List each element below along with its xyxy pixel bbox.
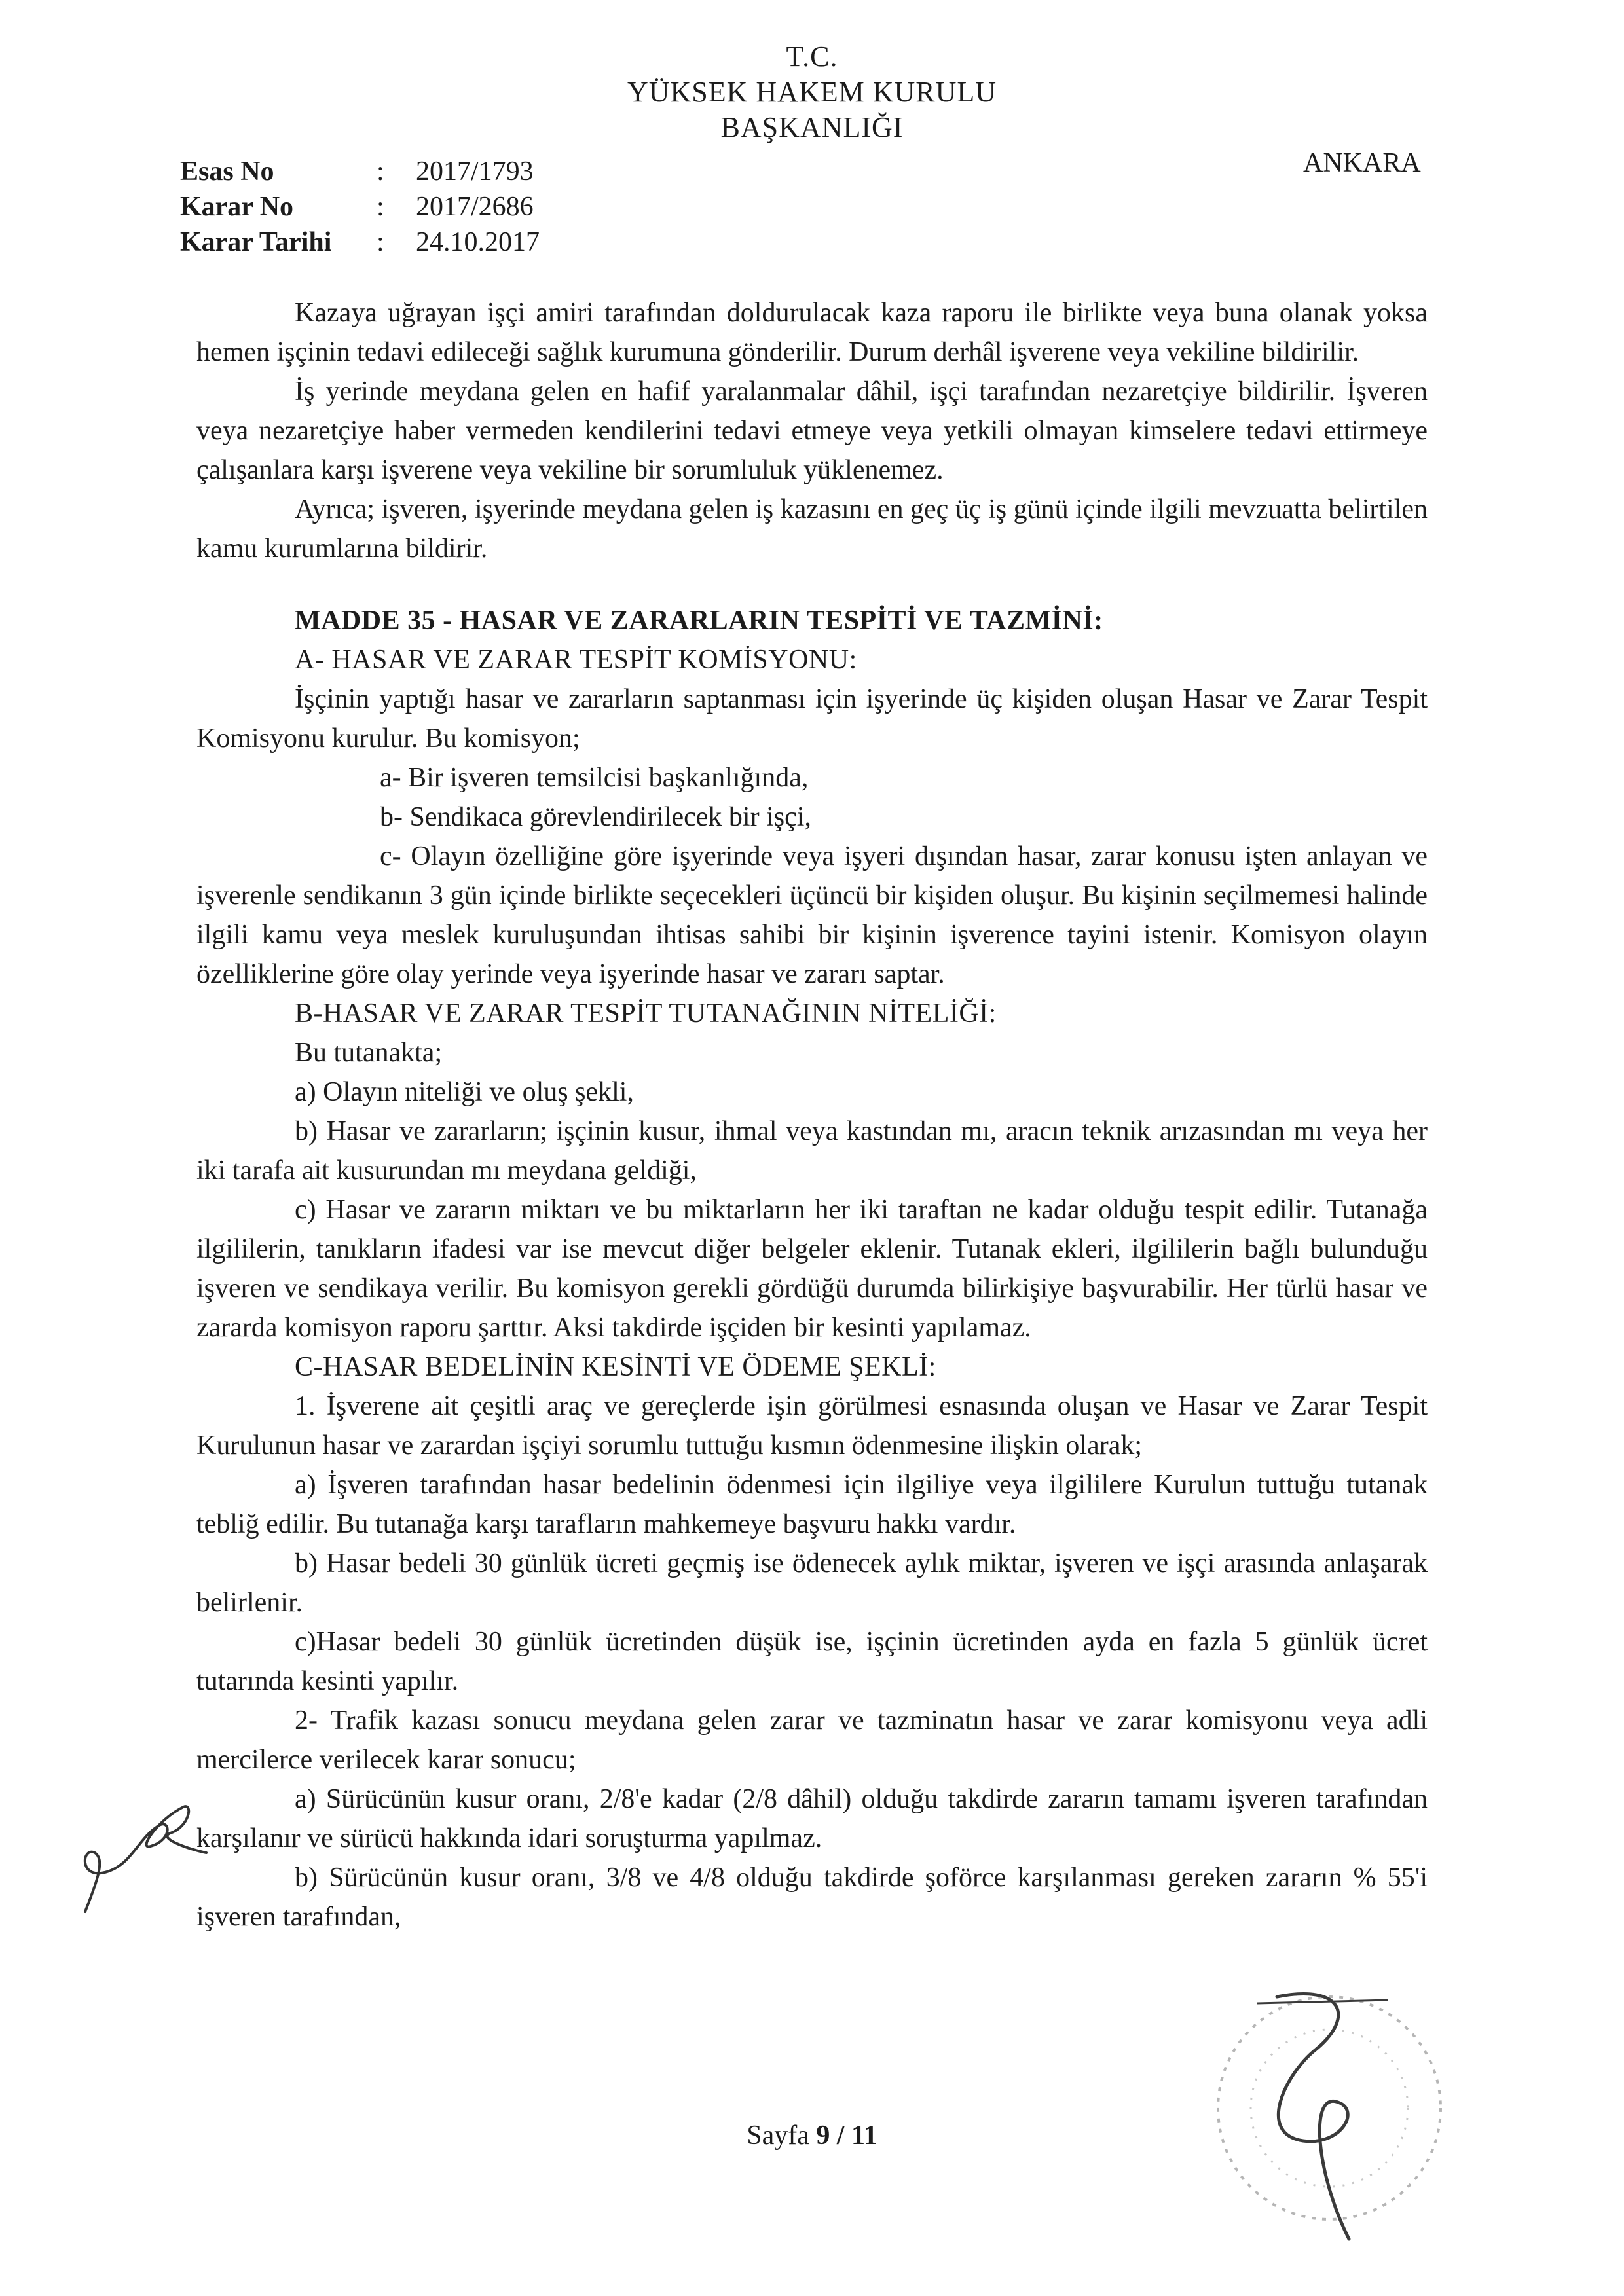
page-value: 9 / 11 [816,2121,877,2151]
esas-label: Esas No [180,156,274,187]
list-item: b) Sürücünün kusur oranı, 3/8 ve 4/8 olduğu takdirde şoförce karşılanması gereken zararın % 55'i işveren tarafından, [196,1863,1428,1932]
handwritten-initials [59,1781,216,1925]
list-item: b- Sendikaca görevlendirilecek bir işçi, [380,802,811,832]
list-item: c- Olayın özelliğine göre işyerinde veya işyeri dışından hasar, zarar konusu işten anlayan ve işverenle sendikanın 3 gün içinde birlikte seçecekleri üçüncü bir kişiden oluşur. Bu kişinin seçilmemesi halinde ilgili kamu veya meslek kuruluşundan ihtisas sahibi bir kişinin işverence tayini istenir. Komisyon olayın özelliklerine göre olay yerinde veya işyerinde hasar ve zararı saptar. [196,841,1428,989]
karar-value: 2017/2686 [416,192,534,222]
list-item: 1. İşverene ait çeşitli araç ve gereçlerde işin görülmesi esnasında oluşan ve Hasar ve Zarar Tespit Kurulunun hasar ve zarardan işçiyi sorumlu tuttuğu kısmın ödenmesine ilişkin olarak; [196,1391,1428,1461]
section-c-heading: C-HASAR BEDELİNİN KESİNTİ VE ÖDEME ŞEKLİ: [295,1352,936,1382]
paragraph: Ayrıca; işveren, işyerinde meydana gelen iş kazasını en geç üç iş günü içinde ilgili mevzuatta belirtilen kamu kurumlarına bildirir. [196,494,1428,564]
header-institution: YÜKSEK HAKEM KURULU [627,76,997,108]
esas-value: 2017/1793 [416,156,534,187]
list-item: b) Hasar ve zararların; işçinin kusur, ihmal veya kastından mı, aracın teknik arızasından mı veya her iki tarafa ait kusurundan mı meydana geldiği, [196,1116,1428,1186]
karar-row [180,189,540,225]
tarih-label: Karar Tarihi [180,227,332,257]
list-item: 2- Trafik kazası sonucu meydana gelen zarar ve tazminatın hasar ve zarar komisyonu veya adli mercilerce verilecek karar sonucu; [196,1705,1428,1775]
karar-label: Karar No [180,192,294,222]
list-item: b) Hasar bedeli 30 günlük ücreti geçmiş ise ödenecek aylık miktar, işveren ve işçi arasında anlaşarak belirlenir. [196,1548,1428,1618]
article-heading: MADDE 35 - HASAR VE ZARARLARIN TESPİTİ VE TAZMİNİ: [295,606,1103,636]
section-a-heading: A- HASAR VE ZARAR TESPİT KOMİSYONU: [295,645,857,675]
official-stamp [1179,1977,1480,2252]
esas-row [180,154,540,189]
colon: : [377,156,384,187]
header-city: ANKARA [1303,148,1421,178]
paragraph: Kazaya uğrayan işçi amiri tarafından doldurulacak kaza raporu ile birlikte veya buna olanak yoksa hemen işçinin tedavi edileceği sağlık kurumuna gönderilir. Durum derhâl işverene veya vekiline bildirilir. [196,298,1428,367]
paragraph: İş yerinde meydana gelen en hafif yaralanmalar dâhil, işçi tarafından nezaretçiye bildirilir. İşveren veya nezaretçiye haber vermeden kendilerini tedavi etmeye veya yetkili olmayan kimselere tedavi ettirmeye çalışanlara karşı işverene veya vekiline bir sorumluluk yüklenemez. [196,376,1428,485]
section-b-heading: B-HASAR VE ZARAR TESPİT TUTANAĞININ NİTELİĞİ: [295,998,997,1029]
document-body [196,293,1428,1937]
colon: : [377,227,384,257]
page-number [0,2120,1624,2151]
tarih-row [180,225,540,260]
colon: : [377,192,384,222]
list-item: a) Sürücünün kusur oranı, 2/8'e kadar (2/8 dâhil) olduğu takdirde zararın tamamı işveren tarafından karşılanır ve sürücü hakkında idari soruşturma yapılmaz. [196,1784,1428,1853]
page-prefix: Sayfa [747,2121,809,2151]
header-presidency: BAŞKANLIĞI [720,111,904,143]
paragraph: İşçinin yaptığı hasar ve zararların saptanması için işyerinde üç kişiden oluşan Hasar ve Zarar Tespit Komisyonu kurulur. Bu komisyon; [196,684,1428,754]
list-item: a) Olayın niteliği ve oluş şekli, [295,1077,634,1107]
list-item: c) Hasar ve zararın miktarı ve bu miktarların her iki taraftan ne kadar olduğu tespit edilir. Tutanağa ilgililerin, tanıkların ifadesi var ise mevcut diğer belgeler eklenir. Tutanak ekleri, ilgililerin bağlı bulunduğu işveren ve sendikaya verilir. Bu komisyon gerekli gördüğü durumda bilirkişiye başvurabilir. Her türlü hasar ve zararda komisyon raporu şarttır. Aksi takdirde işçiden bir kesinti yapılamaz. [196,1195,1428,1343]
header-tc: T.C. [786,41,838,73]
tarih-value: 24.10.2017 [416,227,540,257]
list-item: a) İşveren tarafından hasar bedelinin ödenmesi için ilgiliye veya ilgililere Kurulun tuttuğu tutanak tebliğ edilir. Bu tutanağa karşı tarafların mahkemeye başvuru hakkı vardır. [196,1470,1428,1539]
case-meta [180,154,540,260]
list-item: a- Bir işveren temsilcisi başkanlığında, [380,763,809,793]
list-item: c)Hasar bedeli 30 günlük ücretinden düşük ise, işçinin ücretinden ayda en fazla 5 günlük ücret tutarında kesinti yapılır. [196,1627,1428,1696]
paragraph: Bu tutanakta; [295,1038,443,1068]
